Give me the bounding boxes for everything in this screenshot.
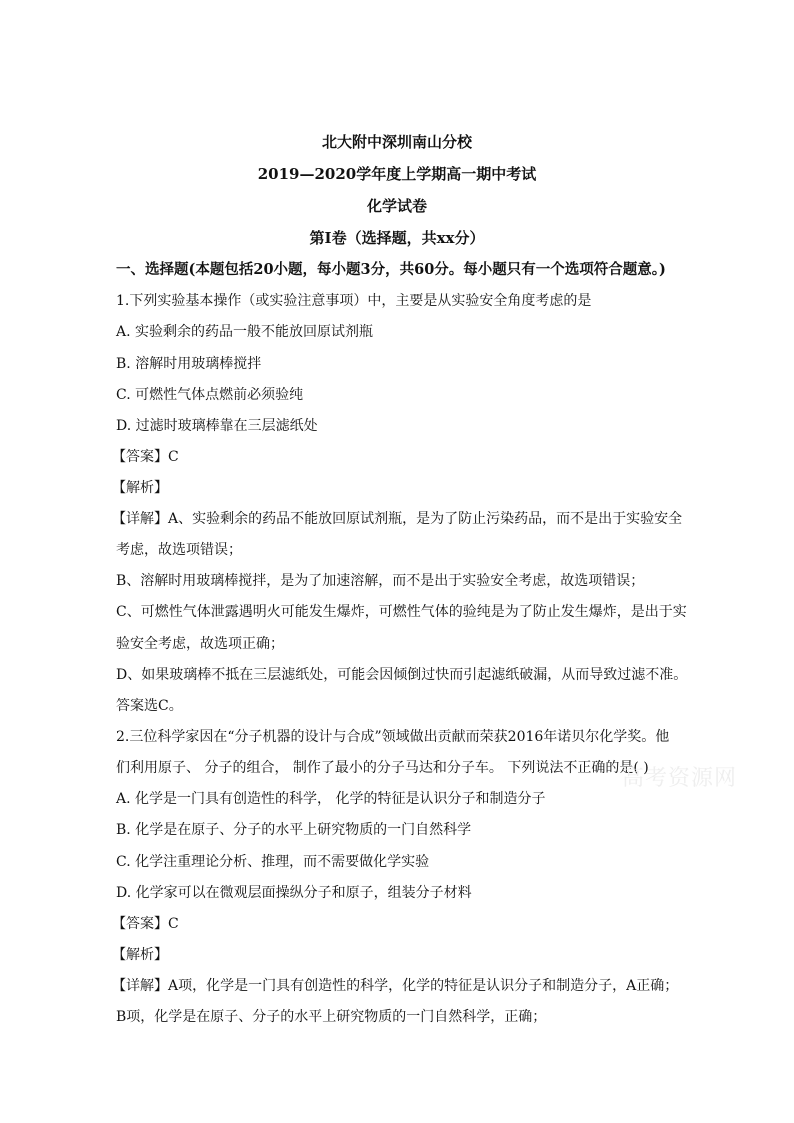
school-title: 北大附中深圳南山分校 bbox=[321, 133, 472, 151]
q1-option-c: C. 可燃性气体点燃前必须验纯 bbox=[116, 387, 304, 403]
q2-stem-line: 2.三位科学家因在“分子机器的设计与合成”领域做出贡献而荣获2016年诺贝尔化学奖。他 bbox=[116, 729, 670, 745]
q1-detail-line: 【详解】A、实验剩余的药品不能放回原试剂瓶，是为了防止污染药品，而不是出于实验安全 bbox=[112, 511, 683, 527]
q2-analysis-label: 【解析】 bbox=[112, 947, 168, 963]
q1-answer: 【答案】C bbox=[112, 449, 179, 465]
q1-detail-line: 答案选C。 bbox=[116, 698, 183, 714]
q1-detail-line: 验安全考虑，故选项正确； bbox=[116, 636, 284, 652]
q1-detail-line: 考虑，故选项错误； bbox=[116, 542, 242, 558]
q1-option-d: D. 过滤时玻璃棒靠在三层滤纸处 bbox=[116, 418, 318, 434]
q2-option-c: C. 化学注重理论分析、推理，而不需要做化学实验 bbox=[116, 854, 430, 870]
q2-option-d: D. 化学家可以在微观层面操纵分子和原子，组装分子材料 bbox=[116, 885, 472, 901]
q1-detail-line: C、可燃性气体泄露遇明火可能发生爆炸，可燃性气体的验纯是为了防止发生爆炸，是出于实 bbox=[116, 604, 687, 620]
q2-answer: 【答案】C bbox=[112, 916, 179, 932]
q1-detail-line: D、如果玻璃棒不抵在三层滤纸处，可能会因倾倒过快而引起滤纸破漏，从而导致过滤不准。 bbox=[116, 667, 688, 683]
watermark: 高考资源网 bbox=[622, 766, 738, 791]
subject-title: 化学试卷 bbox=[366, 197, 427, 215]
q1-analysis-label: 【解析】 bbox=[112, 480, 168, 496]
q2-option-b: B. 化学是在原子、分子的水平上研究物质的一门自然科学 bbox=[116, 822, 472, 838]
section-instructions: 一、选择题(本题包括20小题，每小题3分，共60分。每小题只有一个选项符合题意。) bbox=[116, 261, 666, 278]
q2-option-a: A. 化学是一门具有创造性的科学， 化学的特征是认识分子和制造分子 bbox=[116, 791, 546, 807]
exam-title: 2019—2020学年度上学期高一期中考试 bbox=[257, 165, 537, 183]
q1-option-b: B. 溶解时用玻璃棒搅拌 bbox=[116, 356, 262, 372]
q2-stem-line: 们利用原子、 分子的组合， 制作了最小的分子马达和分子车。 下列说法不正确的是( ) bbox=[116, 760, 649, 776]
q1-option-a: A. 实验剩余的药品一般不能放回原试剂瓶 bbox=[116, 324, 374, 340]
q2-detail-line: B项，化学是在原子、分子的水平上研究物质的一门自然科学，正确； bbox=[116, 1009, 547, 1025]
volume-title: 第Ⅰ卷（选择题，共xx分） bbox=[309, 229, 485, 247]
q1-stem: 1.下列实验基本操作（或实验注意事项）中，主要是从实验安全角度考虑的是 bbox=[116, 293, 592, 309]
q2-detail-line: 【详解】A项，化学是一门具有创造性的科学，化学的特征是认识分子和制造分子，A正确； bbox=[112, 978, 679, 994]
q1-detail-line: B、溶解时用玻璃棒搅拌，是为了加速溶解，而不是出于实验安全考虑，故选项错误； bbox=[116, 573, 645, 589]
